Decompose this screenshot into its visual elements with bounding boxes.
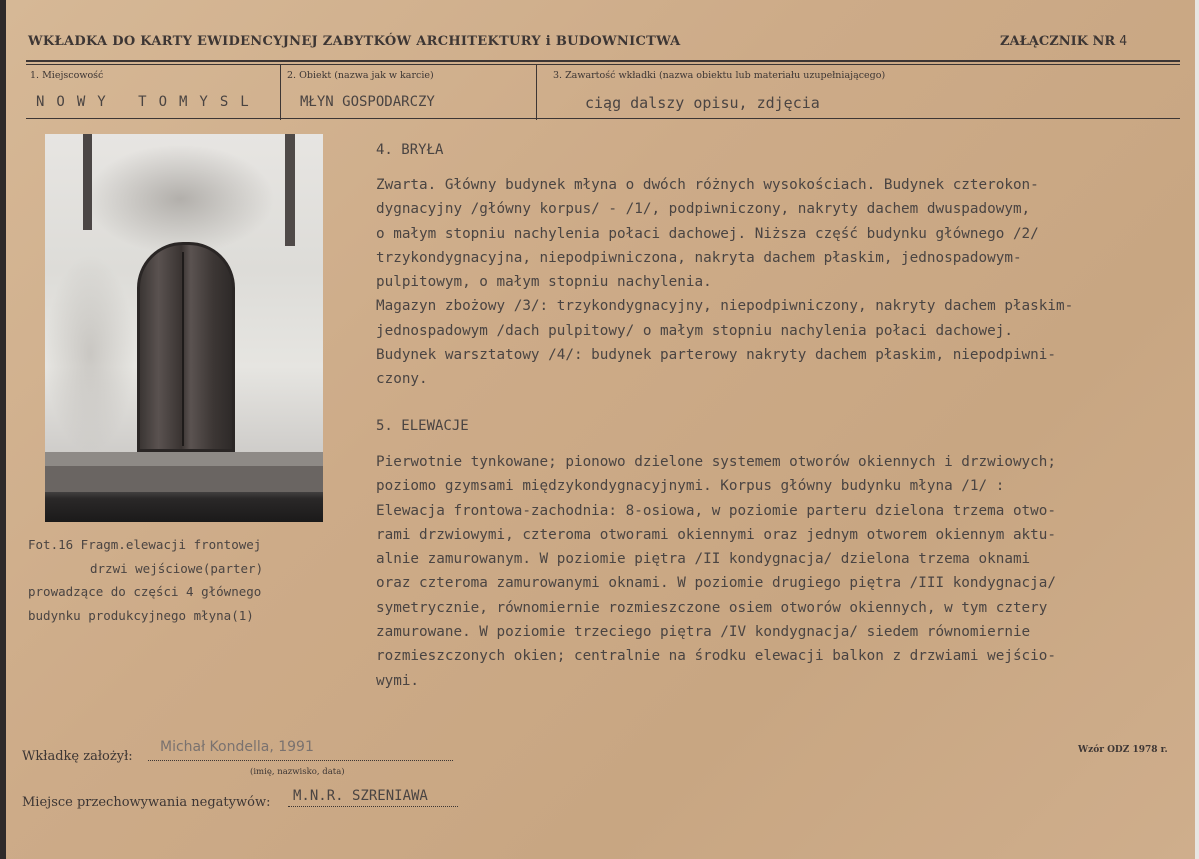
photo-step-lower xyxy=(45,466,323,492)
section-5-line: rozmieszczonych okien; centralnie na środku elewacji balkon z drzwiami wejścio- xyxy=(376,648,1056,665)
photo-wall-stain xyxy=(85,144,275,254)
field-3-label: 3. Zawartość wkładki (nazwa obiektu lub materiału uzupełniającego) xyxy=(553,70,886,81)
attachment-label-text: ZAŁĄCZNIK NR xyxy=(1000,34,1116,49)
photo-caption xyxy=(28,533,328,627)
header-rule-top-2 xyxy=(26,64,1180,65)
negatives-value: M.N.R. SZRENIAWA xyxy=(293,788,428,804)
section-4-line: Magazyn zbożowy /3/: trzykondygnacyjny, niepodpiwniczony, nakryty dachem płaskim- xyxy=(376,298,1074,315)
section-5-text xyxy=(376,450,1176,693)
photo-arched-door xyxy=(137,242,235,452)
field-1-value: NOWY TOMYSL xyxy=(36,94,261,110)
door-photo xyxy=(45,134,323,522)
photo-pipe-right xyxy=(285,134,295,246)
section-5-heading: 5. ELEWACJE xyxy=(376,418,469,434)
caption-line-3: prowadzące do części 4 głównego xyxy=(28,584,262,599)
attachment-number: 4 xyxy=(1119,34,1128,49)
field-3-value: ciąg dalszy opisu, zdjęcia xyxy=(585,94,820,112)
section-4-line: pulpitowym, o małym stopniu nachylenia. xyxy=(376,274,712,291)
scan-edge-right xyxy=(1195,0,1199,859)
negatives-label: Miejsce przechowywania negatywów: xyxy=(22,795,271,810)
photo-pipe-left xyxy=(83,134,92,230)
photo-wall-stain-2 xyxy=(45,254,135,454)
section-5-line: Elewacja frontowa-zachodnia: 8-osiowa, w poziomie parteru dzielona trzema otwo- xyxy=(376,502,1056,519)
author-line xyxy=(148,760,453,761)
scan-edge-left xyxy=(0,0,6,859)
field-divider-2 xyxy=(536,64,537,120)
negatives-line xyxy=(288,806,458,807)
caption-line-2: drzwi wejściowe(parter) xyxy=(90,560,264,576)
header-rule-top xyxy=(26,60,1180,62)
attachment-label xyxy=(1000,34,1127,49)
section-4-heading: 4. BRYŁA xyxy=(376,142,444,158)
section-4-line: Zwarta. Główny budynek młyna o dwóch różnych wysokościach. Budynek czterokon- xyxy=(376,177,1039,193)
section-5-line: alnie zamurowanym. W poziomie piętra /II kondygnacja/ dzielona trzema oknami xyxy=(376,551,1031,568)
field-1-label: 1. Miejscowość xyxy=(30,70,104,81)
fields-rule-bottom xyxy=(26,118,1180,119)
form-title: WKŁADKA DO KARTY EWIDENCYJNEJ ZABYTKÓW ARCHITEKTURY i BUDOWNICTWA xyxy=(28,34,681,49)
section-5-line: Pierwotnie tynkowane; pionowo dzielone systemem otworów okiennych i drzwiowych; xyxy=(376,454,1056,470)
section-4-line: czony. xyxy=(376,371,428,388)
author-label: Wkładkę założył: xyxy=(22,749,133,764)
section-4-line: o małym stopniu nachylenia połaci dachowej. Niższa część budynku głównego /2/ xyxy=(376,225,1039,242)
section-5-line: oraz czteroma zamurowanymi oknami. W poziomie drugiego piętra /III kondygnacja/ xyxy=(376,575,1056,592)
field-divider-1 xyxy=(280,64,281,120)
photo-step xyxy=(45,452,323,466)
section-5-line: rami drzwiowymi, czteroma otworami okiennymi oraz jednym otworem okiennym aktu- xyxy=(376,526,1056,543)
caption-line-4: budynku produkcyjnego młyna(1) xyxy=(28,607,254,623)
section-4-line: dygnacyjny /główny korpus/ - /1/, podpiwniczony, nakryty dachem dwuspadowym, xyxy=(376,201,1031,218)
field-2-value: MŁYN GOSPODARCZY xyxy=(300,94,435,110)
author-value: Michał Kondella, 1991 xyxy=(160,739,314,755)
section-4-line: Budynek warsztatowy /4/: budynek parterowy nakryty dachem płaskim, niepodpiwni- xyxy=(376,347,1056,364)
section-5-line: zamurowane. W poziomie trzeciego piętra /IV kondygnacja/ siedem równomiernie xyxy=(376,624,1031,641)
caption-line-1: Fot.16 Fragm.elewacji frontowej xyxy=(28,537,262,552)
author-hint: (imię, nazwisko, data) xyxy=(250,767,345,777)
section-4-line: jednospadowym /dach pulpitowy/ o małym stopniu nachylenia połaci dachowej. xyxy=(376,322,1013,339)
section-4-line: trzykondygnacyjna, niepodpiwniczona, nakryta dachem płaskim, jednospadowym- xyxy=(376,249,1022,266)
photo-door-split xyxy=(182,252,184,446)
section-5-line: symetrycznie, równomiernie rozmieszczone osiem otworów okiennych, w tym cztery xyxy=(376,599,1048,616)
form-code: Wzór ODZ 1978 r. xyxy=(1078,745,1168,755)
section-4-text xyxy=(376,173,1176,392)
section-5-line: wymi. xyxy=(376,672,420,689)
section-5-line: poziomo gzymsami międzykondygnacyjnymi. Korpus główny budynku młyna /1/ : xyxy=(376,478,1005,495)
field-2-label: 2. Obiekt (nazwa jak w karcie) xyxy=(287,70,434,81)
